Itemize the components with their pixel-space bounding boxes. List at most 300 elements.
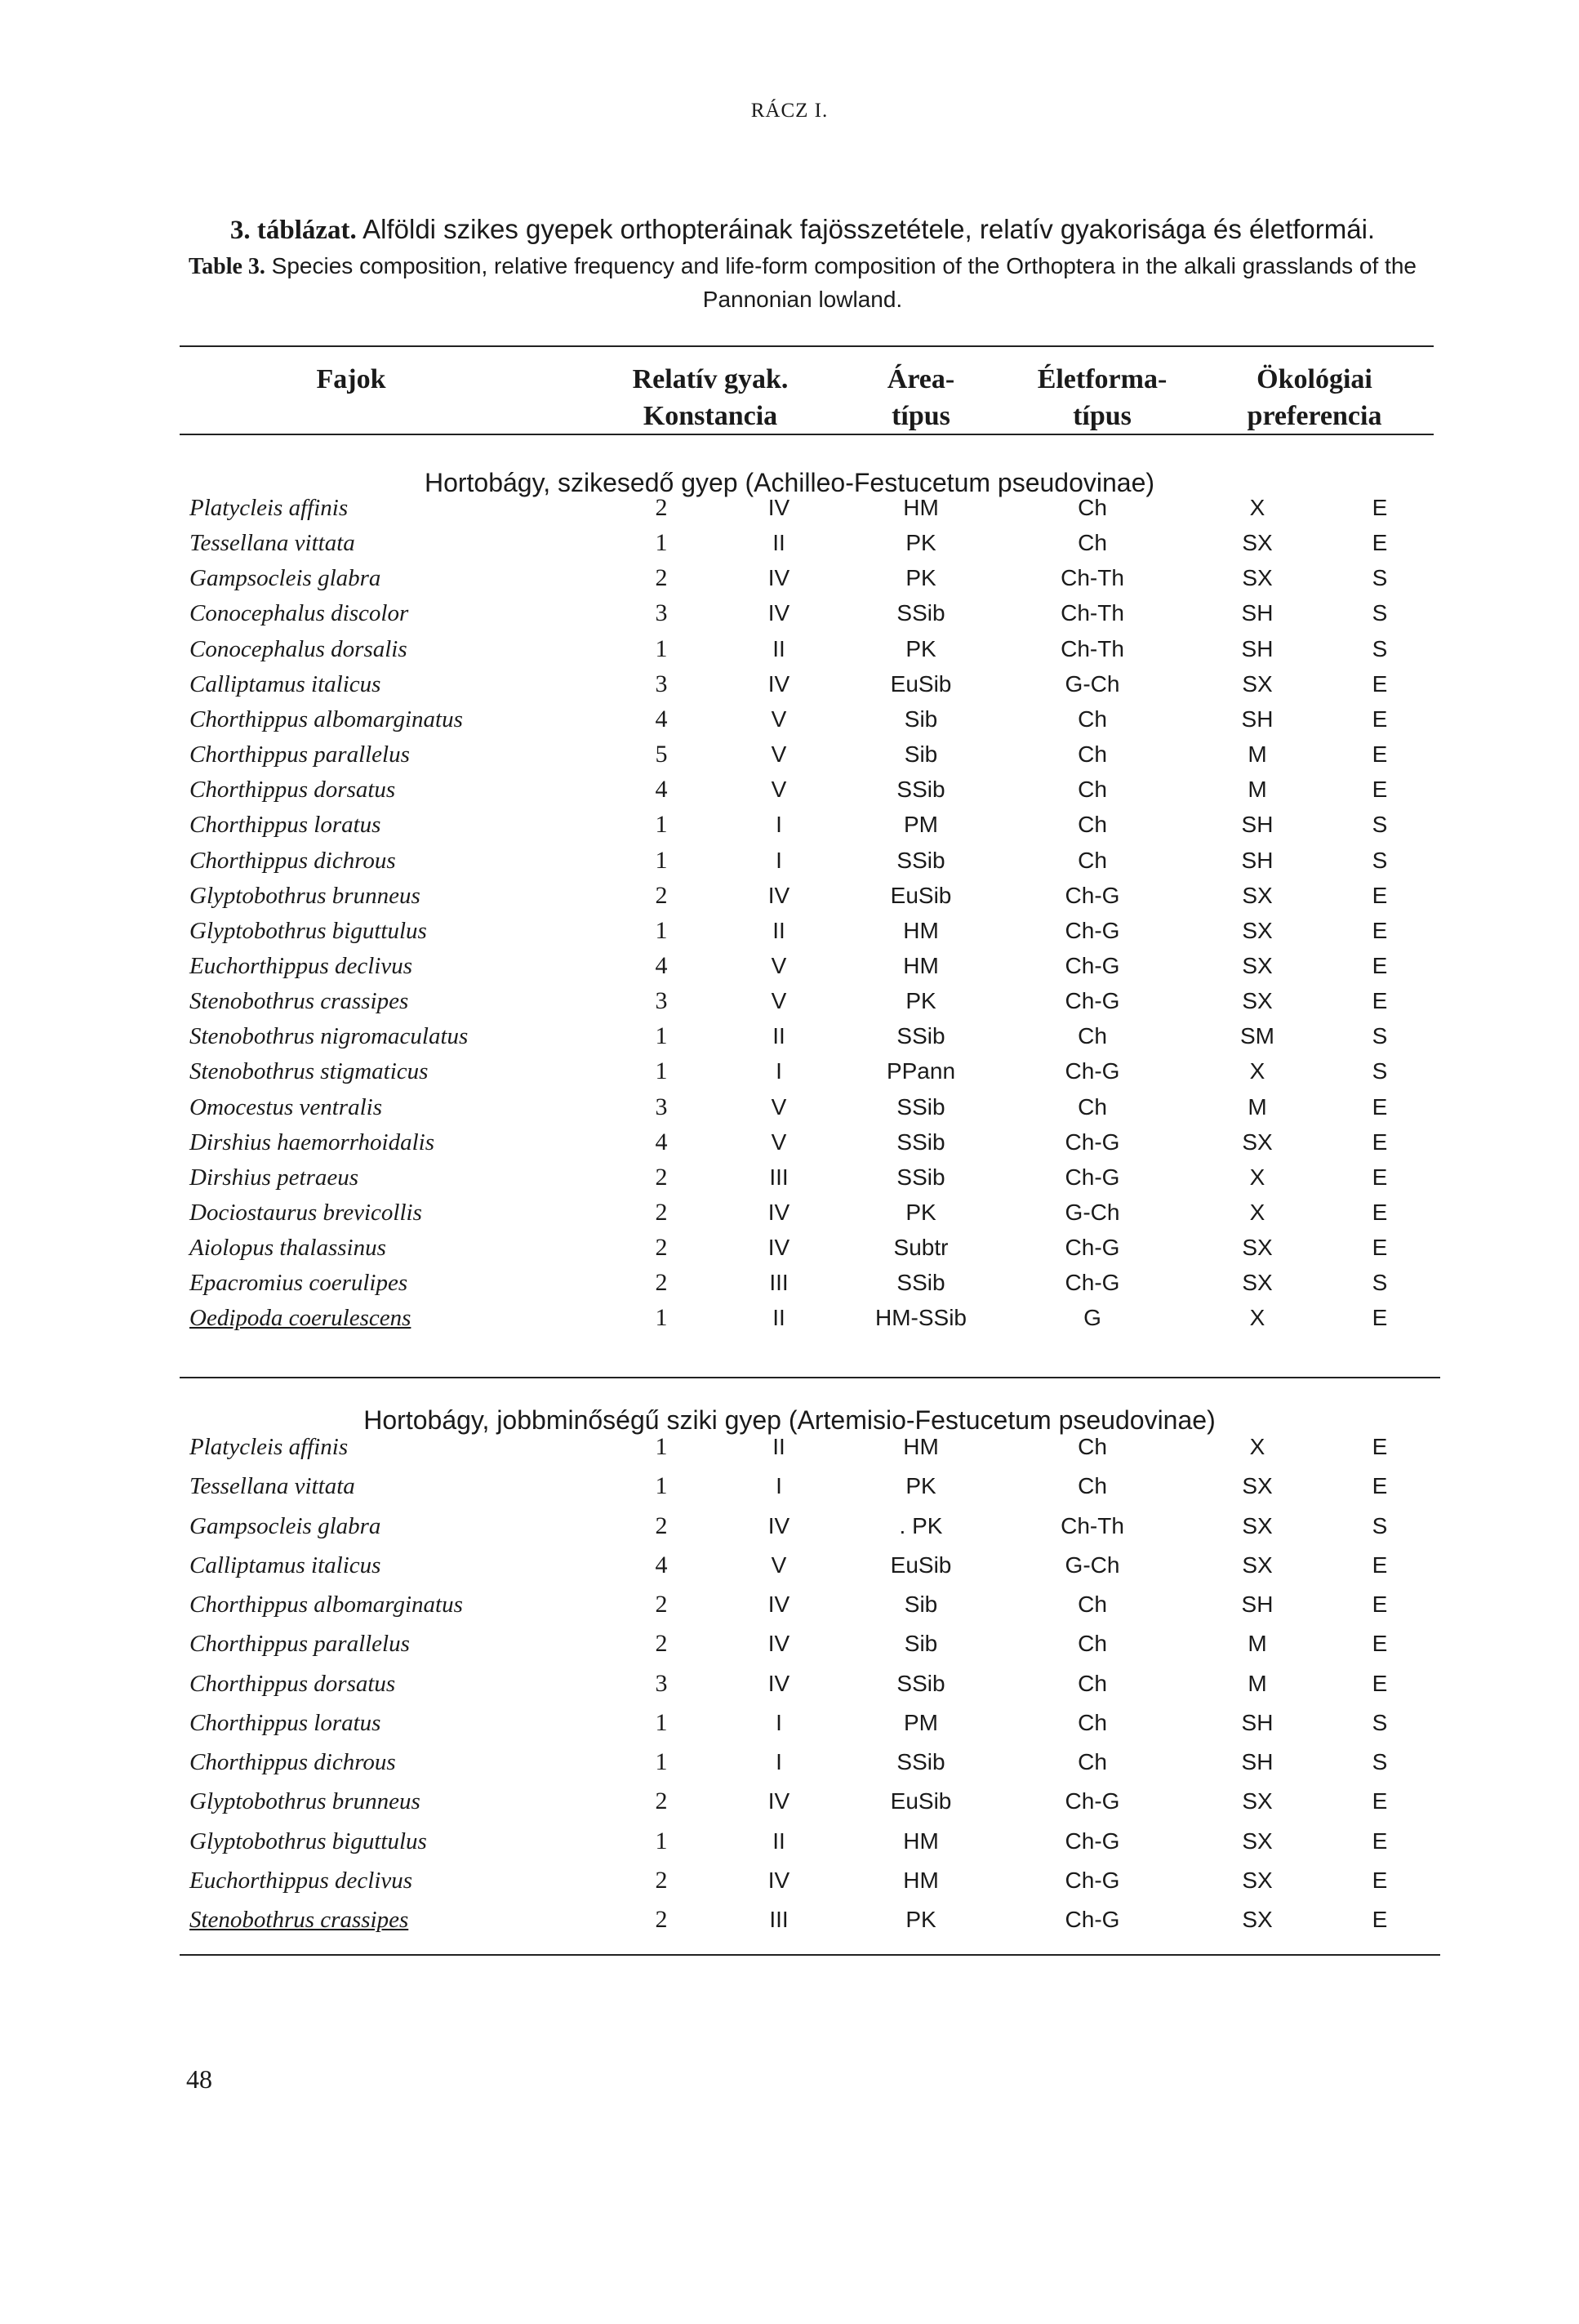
- cell-eco1: SH: [1241, 1749, 1274, 1774]
- header-okologiai-line2: preferencia: [1247, 401, 1382, 431]
- cell-eco2: E: [1372, 952, 1388, 978]
- species-name: Calliptamus italicus: [189, 1552, 381, 1578]
- cell-life: Ch: [1078, 847, 1107, 873]
- cell-rel: 2: [655, 1866, 668, 1894]
- cell-eco1: SX: [1242, 1867, 1273, 1893]
- header-relativ: [620, 361, 800, 434]
- cell-rel: 3: [655, 987, 668, 1015]
- cell-life: Ch: [1078, 1434, 1107, 1459]
- cell-area: SSib: [896, 600, 945, 626]
- species-name: Platycleis affinis: [189, 495, 349, 521]
- cell-eco1: SX: [1242, 952, 1273, 978]
- header-relativ-line2: Konstancia: [643, 401, 778, 431]
- cell-area: SSib: [896, 1093, 945, 1120]
- cell-eco2: E: [1372, 1788, 1388, 1814]
- cell-konst: I: [776, 1473, 782, 1499]
- table-row: [0, 1055, 1579, 1088]
- species-name: Dirshius petraeus: [189, 1164, 359, 1191]
- cell-rel: 3: [655, 599, 668, 627]
- species-name: Chorthippus albomarginatus: [189, 706, 463, 732]
- cell-rel: 2: [655, 564, 668, 592]
- species-name: Glyptobothrus biguttulus: [189, 917, 427, 944]
- cell-eco1: SX: [1242, 565, 1273, 591]
- species-name: Gampsocleis glabra: [189, 565, 381, 592]
- cell-eco2: S: [1372, 1512, 1388, 1538]
- section-title-1: Hortobágy, szikesedő gyep (Achilleo-Festucetum pseudovinae): [424, 468, 1155, 497]
- cell-konst: IV: [767, 1512, 790, 1538]
- cell-eco2: E: [1372, 917, 1388, 943]
- cell-life: Ch-Th: [1061, 635, 1124, 661]
- cell-eco1: SX: [1242, 1129, 1273, 1155]
- cell-life: Ch: [1078, 495, 1107, 520]
- species-name: Dirshius haemorrhoidalis: [189, 1129, 434, 1155]
- cell-konst: IV: [767, 1592, 790, 1617]
- header-eletforma-line1: Életforma-: [1037, 364, 1168, 394]
- species-name: Glyptobothrus brunneus: [189, 882, 420, 909]
- cell-eco1: SX: [1242, 1552, 1273, 1578]
- cell-eco1: X: [1249, 495, 1265, 520]
- cell-rel: 1: [655, 1748, 668, 1775]
- species-name: Omocestus ventralis: [189, 1093, 382, 1120]
- cell-area: PPann: [886, 1058, 956, 1084]
- caption-text-hu: Alföldi szikes gyepek orthopteráinak fajösszetétele, relatív gyakorisága és életformái.: [356, 214, 1376, 244]
- cell-eco1: X: [1249, 1058, 1265, 1084]
- cell-life: G-Ch: [1065, 670, 1120, 697]
- cell-rel: 3: [655, 1093, 668, 1120]
- species-name: Stenobothrus stigmaticus: [189, 1058, 429, 1085]
- cell-area: HM-SSib: [874, 1305, 967, 1331]
- cell-eco1: SH: [1241, 847, 1274, 873]
- species-name: Platycleis affinis: [189, 1434, 349, 1460]
- cell-area: SSib: [896, 1270, 945, 1296]
- header-okologiai: [1225, 361, 1404, 434]
- table-row: [0, 1196, 1579, 1229]
- table-row: [0, 1746, 1579, 1779]
- cell-eco1: SM: [1240, 1023, 1274, 1049]
- cell-konst: IV: [767, 882, 790, 908]
- cell-rel: 1: [655, 916, 668, 944]
- table-row: [0, 1020, 1579, 1053]
- cell-area: PK: [905, 635, 936, 661]
- cell-area: Sib: [904, 1592, 938, 1617]
- cell-eco1: SX: [1242, 1907, 1273, 1932]
- cell-eco1: SX: [1242, 1512, 1273, 1538]
- cell-rel: 2: [655, 881, 668, 909]
- cell-eco1: SX: [1242, 530, 1273, 556]
- cell-konst: IV: [767, 600, 790, 626]
- cell-eco2: E: [1372, 882, 1388, 908]
- cell-life: Ch-G: [1065, 1867, 1120, 1893]
- cell-rel: 1: [655, 1022, 668, 1050]
- cell-eco2: E: [1372, 530, 1388, 556]
- cell-rel: 1: [655, 811, 668, 839]
- table-row: [0, 1588, 1579, 1621]
- cell-rel: 2: [655, 1234, 668, 1262]
- cell-eco2: E: [1372, 1867, 1388, 1893]
- table-row: [0, 1431, 1579, 1463]
- cell-eco1: SX: [1242, 670, 1273, 697]
- cell-eco2: E: [1372, 1129, 1388, 1155]
- table-row: [0, 1864, 1579, 1897]
- cell-rel: 2: [655, 1163, 668, 1191]
- cell-eco2: E: [1372, 1200, 1388, 1225]
- cell-eco2: E: [1372, 495, 1388, 520]
- cell-eco1: SX: [1242, 917, 1273, 943]
- header-area: [856, 361, 986, 434]
- cell-life: Ch: [1078, 777, 1107, 803]
- cell-eco2: E: [1372, 1093, 1388, 1120]
- cell-konst: III: [769, 1907, 789, 1932]
- cell-life: Ch-G: [1065, 1129, 1120, 1155]
- cell-rel: 2: [655, 1269, 668, 1297]
- table-row: [0, 1549, 1579, 1582]
- page-number: 48: [186, 2064, 212, 2094]
- cell-eco2: E: [1372, 706, 1388, 732]
- cell-rel: 4: [655, 776, 668, 804]
- header-relativ-line1: Relatív gyak.: [632, 364, 789, 394]
- cell-area: HM: [903, 495, 939, 520]
- cell-eco2: E: [1372, 1907, 1388, 1932]
- cell-life: Ch-G: [1065, 1270, 1120, 1296]
- species-name: Conocephalus discolor: [189, 600, 409, 627]
- species-name: Chorthippus dichrous: [189, 847, 396, 874]
- cell-area: SSib: [896, 1164, 945, 1190]
- cell-konst: II: [772, 1305, 785, 1331]
- cell-eco2: S: [1372, 565, 1388, 591]
- cell-area: EuSib: [890, 882, 952, 908]
- cell-area: HM: [903, 1434, 939, 1459]
- cell-eco1: SH: [1241, 1709, 1274, 1735]
- cell-life: Ch-G: [1065, 917, 1120, 943]
- cell-eco1: X: [1249, 1200, 1265, 1225]
- cell-area: PK: [905, 1473, 936, 1499]
- cell-life: G: [1083, 1305, 1101, 1331]
- cell-konst: IV: [767, 565, 790, 591]
- cell-konst: V: [771, 706, 787, 732]
- header-area-line1: Área-: [887, 364, 955, 394]
- cell-konst: V: [771, 1552, 787, 1578]
- section-1-bottom-rule: [180, 1377, 1440, 1378]
- cell-rel: 2: [655, 1906, 668, 1933]
- cell-konst: II: [772, 1434, 785, 1459]
- table-row: [0, 1231, 1579, 1264]
- cell-area: EuSib: [890, 1788, 952, 1814]
- cell-life: Ch: [1078, 1592, 1107, 1617]
- cell-eco2: S: [1372, 1058, 1388, 1084]
- species-name: Chorthippus loratus: [189, 1709, 381, 1736]
- cell-life: Ch: [1078, 1631, 1107, 1657]
- table-row: [0, 1707, 1579, 1739]
- cell-area: SSib: [896, 1023, 945, 1049]
- cell-eco2: S: [1372, 635, 1388, 661]
- cell-rel: 1: [655, 529, 668, 557]
- cell-area: PK: [905, 530, 936, 556]
- table-row: [0, 597, 1579, 630]
- cell-rel: 1: [655, 1708, 668, 1736]
- species-name: Oedipoda coerulescens: [189, 1305, 411, 1332]
- cell-rel: 3: [655, 1669, 668, 1697]
- cell-rel: 4: [655, 1551, 668, 1578]
- cell-eco2: E: [1372, 1631, 1388, 1657]
- cell-area: PK: [905, 565, 936, 591]
- table-row: [0, 1126, 1579, 1159]
- species-name: Stenobothrus crassipes: [189, 1907, 409, 1933]
- cell-rel: 4: [655, 705, 668, 732]
- cell-life: Ch-G: [1065, 1235, 1120, 1261]
- running-head: RÁCZ I.: [750, 100, 829, 122]
- species-name: Chorthippus albomarginatus: [189, 1592, 463, 1618]
- table-row: [0, 1903, 1579, 1936]
- cell-life: Ch: [1078, 1670, 1107, 1696]
- cell-konst: I: [776, 1749, 782, 1774]
- cell-rel: 2: [655, 1199, 668, 1226]
- cell-konst: V: [771, 988, 787, 1014]
- cell-konst: V: [771, 777, 787, 803]
- cell-konst: I: [776, 812, 782, 838]
- cell-eco2: E: [1372, 1305, 1388, 1331]
- cell-eco2: E: [1372, 1164, 1388, 1190]
- cell-life: Ch-G: [1065, 952, 1120, 978]
- table-top-rule: [180, 345, 1434, 347]
- table-row: [0, 738, 1579, 771]
- table-row: [0, 1470, 1579, 1503]
- table-caption-hungarian: [178, 214, 1427, 246]
- cell-eco1: M: [1248, 741, 1267, 768]
- cell-area: PK: [905, 1907, 936, 1932]
- header-eletforma-line2: típus: [1073, 401, 1132, 431]
- cell-eco2: S: [1372, 1749, 1388, 1774]
- table-row: [0, 1091, 1579, 1124]
- cell-life: Ch-Th: [1061, 600, 1124, 626]
- species-name: Glyptobothrus biguttulus: [189, 1828, 427, 1854]
- species-name: Conocephalus dorsalis: [189, 635, 407, 662]
- cell-life: Ch-G: [1065, 1828, 1120, 1854]
- section-title-2: Hortobágy, jobbminőségű sziki gyep (Artemisio-Festucetum pseudovinae): [363, 1405, 1216, 1435]
- cell-eco1: SH: [1241, 635, 1274, 661]
- cell-area: PM: [904, 1709, 938, 1735]
- cell-life: Ch: [1078, 741, 1107, 768]
- cell-eco2: S: [1372, 1023, 1388, 1049]
- table-caption-english: [178, 250, 1427, 316]
- header-bottom-rule: [180, 434, 1434, 435]
- cell-area: HM: [903, 1828, 939, 1854]
- cell-eco2: S: [1372, 1270, 1388, 1296]
- cell-rel: 2: [655, 1511, 668, 1539]
- table-row: [0, 492, 1579, 524]
- cell-eco1: SX: [1242, 1235, 1273, 1261]
- header-fajok: [310, 361, 392, 398]
- table-row: [0, 879, 1579, 912]
- cell-life: Ch-Th: [1061, 1512, 1124, 1538]
- cell-eco1: M: [1248, 1670, 1267, 1696]
- species-name: Dociostaurus brevicollis: [189, 1200, 422, 1226]
- species-name: Aiolopus thalassinus: [189, 1235, 386, 1262]
- cell-life: Ch-G: [1065, 1058, 1120, 1084]
- cell-area: EuSib: [890, 1552, 952, 1578]
- table-row: [0, 668, 1579, 701]
- cell-area: HM: [903, 952, 939, 978]
- cell-life: Ch-G: [1065, 988, 1120, 1014]
- species-name: Chorthippus dorsatus: [189, 1670, 396, 1697]
- cell-eco2: S: [1372, 1709, 1388, 1735]
- cell-konst: V: [771, 1093, 787, 1120]
- cell-konst: IV: [767, 1235, 790, 1261]
- cell-rel: 1: [655, 1827, 668, 1854]
- cell-konst: IV: [767, 495, 790, 520]
- cell-life: Ch: [1078, 1093, 1107, 1120]
- cell-area: PK: [905, 988, 936, 1014]
- cell-area: Sib: [904, 706, 938, 732]
- cell-eco1: SX: [1242, 1788, 1273, 1814]
- cell-konst: I: [776, 1058, 782, 1084]
- cell-eco1: SX: [1242, 1473, 1273, 1499]
- cell-eco2: E: [1372, 1670, 1388, 1696]
- species-name: Chorthippus dichrous: [189, 1749, 396, 1775]
- cell-eco2: S: [1372, 600, 1388, 626]
- table-row: [0, 915, 1579, 947]
- cell-rel: 4: [655, 951, 668, 979]
- cell-life: Ch: [1078, 530, 1107, 556]
- species-name: Chorthippus dorsatus: [189, 777, 396, 804]
- species-name: Calliptamus italicus: [189, 670, 381, 697]
- caption-text-en: Species composition, relative frequency and life-form composition of the Orthoptera in the alkali grasslands of the Pannonian lowland.: [265, 253, 1417, 312]
- cell-eco1: M: [1248, 777, 1267, 803]
- cell-eco2: E: [1372, 1434, 1388, 1459]
- cell-area: Subtr: [893, 1235, 949, 1261]
- cell-rel: 1: [655, 1304, 668, 1332]
- cell-konst: I: [776, 1709, 782, 1735]
- cell-eco2: E: [1372, 741, 1388, 768]
- cell-rel: 1: [655, 634, 668, 662]
- table-row: [0, 950, 1579, 982]
- cell-rel: 1: [655, 1472, 668, 1500]
- cell-life: Ch-G: [1065, 1788, 1120, 1814]
- cell-konst: II: [772, 1828, 785, 1854]
- cell-konst: V: [771, 741, 787, 768]
- cell-eco2: E: [1372, 1473, 1388, 1499]
- table-row: [0, 1667, 1579, 1700]
- species-name: Gampsocleis glabra: [189, 1512, 381, 1539]
- table-row: [0, 1267, 1579, 1299]
- cell-konst: IV: [767, 1670, 790, 1696]
- cell-area: HM: [903, 1867, 939, 1893]
- species-name: Stenobothrus nigromaculatus: [189, 1023, 469, 1050]
- cell-life: Ch-G: [1065, 1907, 1120, 1932]
- cell-life: Ch: [1078, 1023, 1107, 1049]
- cell-area: SSib: [896, 847, 945, 873]
- cell-konst: III: [769, 1164, 789, 1190]
- header-eletforma: [1012, 361, 1192, 434]
- cell-area: SSib: [896, 1749, 945, 1774]
- cell-eco1: X: [1249, 1305, 1265, 1331]
- cell-eco1: SX: [1242, 882, 1273, 908]
- cell-rel: 2: [655, 1630, 668, 1658]
- cell-rel: 2: [655, 1788, 668, 1815]
- table-row: [0, 562, 1579, 594]
- cell-konst: II: [772, 917, 785, 943]
- cell-eco2: E: [1372, 777, 1388, 803]
- cell-konst: IV: [767, 1631, 790, 1657]
- cell-rel: 5: [655, 741, 668, 768]
- cell-area: SSib: [896, 1670, 945, 1696]
- cell-konst: V: [771, 952, 787, 978]
- caption-label-en: Table 3.: [189, 254, 265, 279]
- cell-area: SSib: [896, 1129, 945, 1155]
- cell-eco2: E: [1372, 670, 1388, 697]
- table-row: [0, 808, 1579, 841]
- table-row: [0, 1161, 1579, 1194]
- cell-area: EuSib: [890, 670, 952, 697]
- table-row: [0, 527, 1579, 559]
- cell-konst: IV: [767, 1788, 790, 1814]
- cell-life: Ch-Th: [1061, 565, 1124, 591]
- cell-eco1: M: [1248, 1093, 1267, 1120]
- cell-rel: 1: [655, 1057, 668, 1085]
- header-area-line2: típus: [892, 401, 950, 431]
- cell-konst: II: [772, 530, 785, 556]
- cell-eco2: E: [1372, 1552, 1388, 1578]
- cell-life: Ch: [1078, 1709, 1107, 1735]
- cell-rel: 2: [655, 494, 668, 521]
- cell-area: Sib: [904, 1631, 938, 1657]
- cell-rel: 4: [655, 1128, 668, 1155]
- table-row: [0, 1627, 1579, 1660]
- cell-area: Sib: [904, 741, 938, 768]
- table-row: [0, 703, 1579, 736]
- species-name: Stenobothrus crassipes: [189, 988, 409, 1015]
- caption-label-hu: 3. táblázat.: [229, 216, 357, 245]
- cell-eco2: E: [1372, 1828, 1388, 1854]
- cell-konst: I: [776, 847, 782, 873]
- cell-life: Ch: [1078, 1473, 1107, 1499]
- species-name: Chorthippus loratus: [189, 812, 381, 839]
- cell-eco1: SX: [1242, 1828, 1273, 1854]
- cell-area: . PK: [899, 1512, 943, 1538]
- cell-area: HM: [903, 917, 939, 943]
- species-name: Tessellana vittata: [189, 1473, 355, 1500]
- cell-eco1: SH: [1241, 706, 1274, 732]
- species-name: Tessellana vittata: [189, 530, 355, 557]
- cell-rel: 1: [655, 846, 668, 874]
- cell-life: Ch-G: [1065, 1164, 1120, 1190]
- cell-rel: 2: [655, 1591, 668, 1618]
- cell-life: Ch: [1078, 1749, 1107, 1774]
- cell-eco1: SH: [1241, 812, 1274, 838]
- species-name: Chorthippus parallelus: [189, 1631, 410, 1658]
- cell-rel: 3: [655, 670, 668, 697]
- cell-eco1: X: [1249, 1434, 1265, 1459]
- cell-rel: 1: [655, 1433, 668, 1460]
- cell-life: Ch: [1078, 706, 1107, 732]
- cell-area: PK: [905, 1200, 936, 1225]
- table-row: [0, 985, 1579, 1017]
- header-okologiai-line1: Ökológiai: [1257, 364, 1372, 394]
- cell-konst: II: [772, 1023, 785, 1049]
- section-2-bottom-rule: [180, 1954, 1440, 1956]
- cell-eco1: SX: [1242, 1270, 1273, 1296]
- species-name: Epacromius coerulipes: [189, 1270, 408, 1297]
- cell-eco1: SH: [1241, 600, 1274, 626]
- cell-life: G-Ch: [1065, 1200, 1120, 1225]
- cell-eco2: E: [1372, 1235, 1388, 1261]
- cell-life: Ch: [1078, 812, 1107, 838]
- table-row: [0, 1302, 1579, 1334]
- table-row: [0, 1825, 1579, 1858]
- cell-konst: III: [769, 1270, 789, 1296]
- cell-eco2: E: [1372, 1592, 1388, 1617]
- table-row: [0, 1785, 1579, 1818]
- cell-eco1: M: [1248, 1631, 1267, 1657]
